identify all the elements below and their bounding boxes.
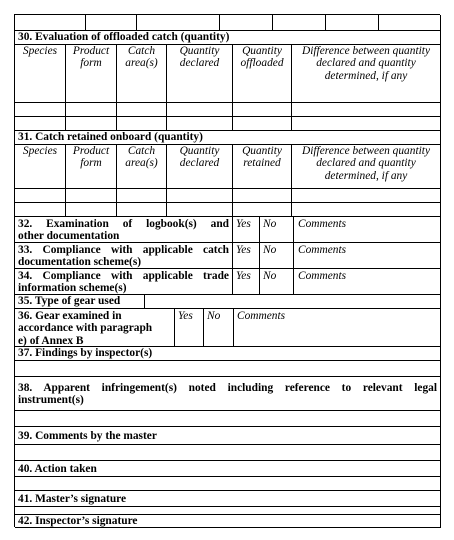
- action-taken-field[interactable]: [15, 477, 441, 491]
- gear-type-field[interactable]: [145, 295, 441, 309]
- table-cell[interactable]: [273, 15, 326, 31]
- master-signature-field[interactable]: [15, 507, 441, 515]
- table-cell[interactable]: [167, 117, 233, 131]
- column-header-product-form: Product form: [66, 45, 117, 103]
- table-cell[interactable]: [220, 15, 273, 31]
- table-cell[interactable]: [326, 15, 379, 31]
- section-35-title: 35. Type of gear used: [15, 295, 145, 309]
- column-header-species: Species: [15, 145, 66, 189]
- section-36-comments-field[interactable]: Comments: [234, 309, 441, 347]
- previous-section-row: [15, 15, 441, 31]
- table-cell[interactable]: [86, 15, 137, 31]
- section-42-title-row: [15, 515, 441, 528]
- section-31-title-row: [15, 131, 441, 145]
- master-comments-field[interactable]: [15, 445, 441, 461]
- table-cell[interactable]: [233, 203, 292, 217]
- table-cell[interactable]: [167, 103, 233, 117]
- column-header-difference: Difference between quantity declared and quantity determined, if any: [292, 145, 441, 189]
- section-41-title: 41. Master’s signature: [15, 491, 441, 507]
- table-cell[interactable]: [379, 15, 441, 31]
- section-33-row: [15, 243, 441, 269]
- section-38-field-row: [15, 411, 441, 427]
- table-cell[interactable]: [233, 117, 292, 131]
- table-row: [15, 103, 441, 117]
- section-36-row: [15, 309, 441, 347]
- section-41-field-row: [15, 507, 441, 515]
- column-header-quantity-declared: Quantity declared: [167, 145, 233, 189]
- section-36-yes-option[interactable]: Yes: [175, 309, 204, 347]
- section-34-comments-field[interactable]: Comments: [294, 269, 441, 295]
- table-cell[interactable]: [137, 15, 220, 31]
- section-40-title: 40. Action taken: [15, 461, 441, 477]
- section-30-title: 30. Evaluation of offloaded catch (quantity): [18, 31, 230, 43]
- table-cell[interactable]: [292, 117, 441, 131]
- section-33-yes-option[interactable]: Yes: [233, 243, 260, 269]
- table-cell[interactable]: [15, 117, 66, 131]
- section-39-title: 39. Comments by the master: [15, 427, 441, 445]
- section-41-title-row: [15, 491, 441, 507]
- section-34-title: 34. Compliance with applicable trade information scheme(s): [15, 269, 233, 295]
- section-35-row: [15, 295, 441, 309]
- table-cell[interactable]: [66, 117, 117, 131]
- table-cell[interactable]: [117, 203, 167, 217]
- section-32-comments-field[interactable]: Comments: [294, 217, 441, 243]
- section-31-header-row: [15, 145, 441, 189]
- table-cell[interactable]: [292, 103, 441, 117]
- table-cell[interactable]: [66, 189, 117, 203]
- table-cell[interactable]: [15, 103, 66, 117]
- table-cell[interactable]: [167, 189, 233, 203]
- section-34-yes-option[interactable]: Yes: [233, 269, 260, 295]
- column-header-quantity-declared: Quantity declared: [167, 45, 233, 103]
- section-32-no-option[interactable]: No: [260, 217, 294, 243]
- section-39-title-row: [15, 427, 441, 445]
- table-cell[interactable]: [117, 103, 167, 117]
- section-38-title: 38. Apparent infringement(s) noted including reference to relevant legal instrument(s): [15, 377, 441, 411]
- table-cell[interactable]: [15, 15, 86, 31]
- inspection-report-form: [14, 14, 440, 527]
- table-row: [15, 203, 441, 217]
- section-33-no-option[interactable]: No: [260, 243, 294, 269]
- section-34-row: [15, 269, 441, 295]
- table-cell[interactable]: [292, 203, 441, 217]
- table-cell[interactable]: [15, 203, 66, 217]
- section-36-no-option[interactable]: No: [204, 309, 234, 347]
- table-cell[interactable]: [167, 203, 233, 217]
- section-37-title: 37. Findings by inspector(s): [15, 347, 441, 361]
- table-cell[interactable]: [66, 203, 117, 217]
- section-30-header-row: [15, 45, 441, 103]
- section-37-field-row: [15, 361, 441, 377]
- section-40-title-row: [15, 461, 441, 477]
- column-header-difference: Difference between quantity declared and quantity determined, if any: [292, 45, 441, 103]
- section-37-title-row: [15, 347, 441, 361]
- infringement-field[interactable]: [15, 411, 441, 427]
- section-32-title: 32. Examination of logbook(s) and other documentation: [15, 217, 233, 243]
- table-row: [15, 189, 441, 203]
- section-33-title: 33. Compliance with applicable catch documentation scheme(s): [15, 243, 233, 269]
- column-header-quantity-retained: Quantity retained: [233, 145, 292, 189]
- table-row: [15, 117, 441, 131]
- section-42-title: 42. Inspector’s signature: [15, 515, 441, 528]
- section-40-field-row: [15, 477, 441, 491]
- findings-field[interactable]: [15, 361, 441, 377]
- section-38-title-row: [15, 377, 441, 411]
- table-cell[interactable]: [117, 117, 167, 131]
- column-header-species: Species: [15, 45, 66, 103]
- section-36-title: 36. Gear examined in accordance with paragraph e) of Annex B: [15, 309, 175, 347]
- column-header-quantity-offloaded: Quantity offloaded: [233, 45, 292, 103]
- section-34-no-option[interactable]: No: [260, 269, 294, 295]
- table-cell[interactable]: [292, 189, 441, 203]
- table-cell[interactable]: [117, 189, 167, 203]
- table-cell[interactable]: [233, 103, 292, 117]
- column-header-catch-area: Catch area(s): [117, 45, 167, 103]
- table-cell[interactable]: [66, 103, 117, 117]
- section-32-row: [15, 217, 441, 243]
- section-33-comments-field[interactable]: Comments: [294, 243, 441, 269]
- table-cell[interactable]: [15, 189, 66, 203]
- column-header-catch-area: Catch area(s): [117, 145, 167, 189]
- column-header-product-form: Product form: [66, 145, 117, 189]
- section-39-field-row: [15, 445, 441, 461]
- section-32-yes-option[interactable]: Yes: [233, 217, 260, 243]
- section-30-title-row: [15, 31, 441, 45]
- section-31-title: 31. Catch retained onboard (quantity): [18, 131, 203, 143]
- table-cell[interactable]: [233, 189, 292, 203]
